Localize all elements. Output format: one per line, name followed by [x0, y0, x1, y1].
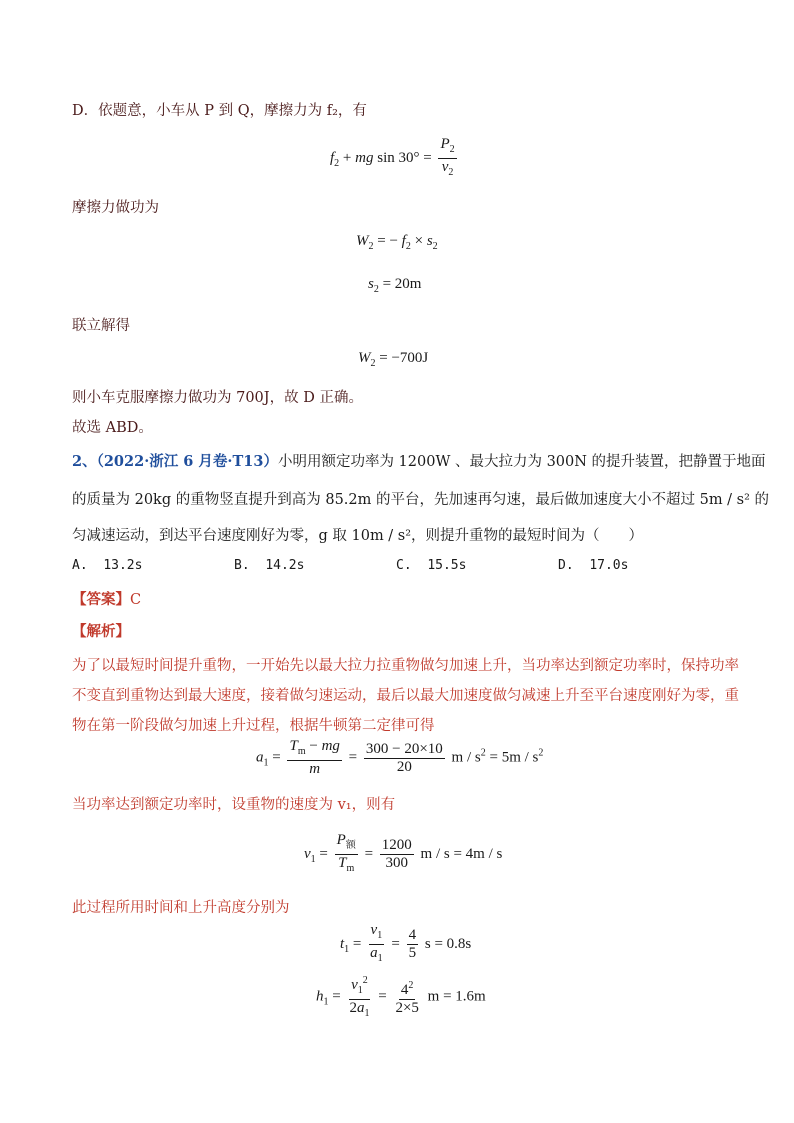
option-a-value: 13.2s [103, 558, 143, 573]
answer-value: C [130, 592, 142, 608]
option-b[interactable] [234, 558, 304, 573]
option-a[interactable] [72, 558, 142, 573]
conclusion-text: 则小车克服摩擦力做功为 700J，故 D 正确。 [72, 390, 363, 406]
question-number: 2、 [72, 453, 97, 470]
answer-tag: 【答案】 [72, 591, 130, 608]
equation-4: $W_2 = -700J$ [358, 350, 429, 369]
power-label: 当功率达到额定功率时，设重物的速度为 v₁，则有 [72, 797, 396, 813]
analysis-line-1: 为了以最短时间提升重物，一开始先以最大拉力拉重物做匀加速上升，当功率达到额定功率时，保持功率 [72, 658, 739, 674]
question-2-line-2: 的质量为 20kg 的重物竖直提升到高为 85.2m 的平台，先加速再匀速，最后做加速度大小不超过 5m / s² 的 [72, 492, 770, 508]
time-height-label: 此过程所用时间和上升高度分别为 [72, 900, 290, 916]
question-text-1: 小明用额定功率为 1200W 、最大拉力为 300N 的提升装置，把静置于地面 [277, 454, 766, 470]
equation-2: $W_2$ = − $f_2 \times s_2$ [356, 233, 438, 252]
option-a-label: A. [72, 558, 88, 573]
statement-d: D．依题意，小车从 P 到 Q，摩擦力为 f₂，有 [72, 103, 367, 119]
option-c-label: C. [396, 558, 412, 573]
question-2-line-3: 匀减速运动，到达平台速度刚好为零，g 取 10m / s²，则提升重物的最短时间为（ ） [72, 528, 644, 544]
answer-select-text: 故选 ABD。 [72, 420, 153, 436]
solve-label: 联立解得 [72, 318, 130, 334]
question-2-line-1 [72, 452, 766, 472]
option-c-value: 15.5s [427, 558, 467, 573]
option-b-label: B. [234, 558, 250, 573]
answer-line [72, 590, 141, 610]
analysis-tag: 【解析】 [72, 623, 130, 640]
option-d-value: 17.0s [589, 558, 629, 573]
friction-work-label: 摩擦力做功为 [72, 200, 159, 216]
equation-3: $s_2 = 20m$ [368, 276, 422, 295]
option-c[interactable] [396, 558, 466, 573]
analysis-line-3: 物在第一阶段做匀加速上升过程，根据牛顿第二定律可得 [72, 718, 435, 734]
analysis-line-2: 不变直到重物达到最大速度，接着做匀速运动，最后以最大加速度做匀减速上升至平台速度刚好为零，重 [72, 688, 739, 704]
option-d-label: D. [558, 558, 574, 573]
option-b-value: 14.2s [265, 558, 305, 573]
equation-8: $h_1$ = $\frac{v_1^2}{2a_1}$ = $\frac{4^2}{2\times 5}$ m = 1.6m [316, 972, 486, 1022]
option-d[interactable] [558, 558, 628, 573]
question-source: （2022·浙江 6 月卷·T13） [96, 453, 278, 470]
equation-1: $f_2$ + mg sin 30° = $\frac{P_2}{v_2}$ [330, 136, 455, 178]
equation-6: $v_1$ = $\frac{P_额}{T_m}$ = $\frac{1200}{300}$ m / s = 4m / s [304, 832, 503, 874]
equation-5: $a_1$ = $\frac{T_m - mg}{m}$ = $\frac{300 - 20\times 10}{20}$ $m / s^2 = 5m / s^2$ [256, 738, 544, 777]
equation-7: $t_1$ = $\frac{v_1}{a_1}$ = $\frac{4}{5}$ s = 0.8s [340, 922, 472, 964]
